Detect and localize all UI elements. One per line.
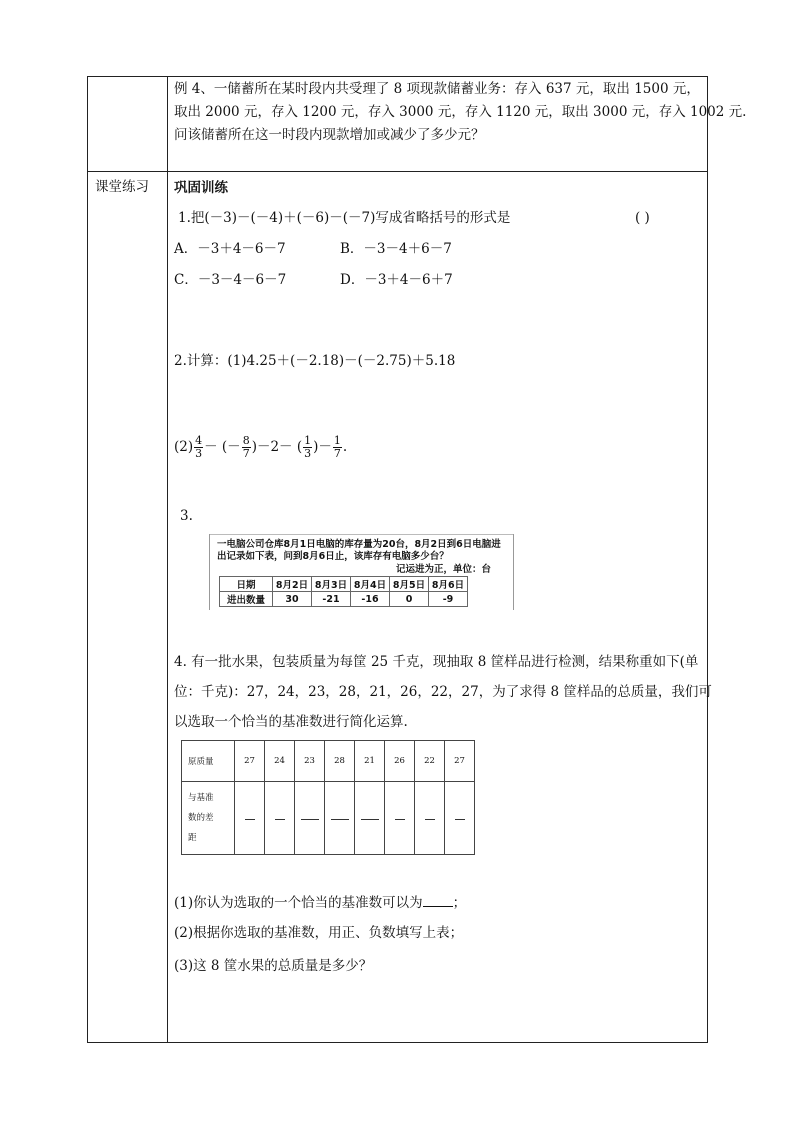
image-edge — [209, 534, 513, 535]
table-header-cell: 8月5日 — [390, 577, 429, 592]
fraction-1-7 — [333, 435, 342, 460]
table-row — [182, 741, 475, 782]
q1-option-c: C．－3－4－6－7 — [174, 272, 287, 288]
frac-den: 3 — [195, 447, 203, 460]
frac-num: 4 — [195, 434, 203, 447]
table-header-cell: 8月6日 — [429, 577, 468, 592]
table-header-cell: 原质量 — [182, 741, 235, 782]
q3-note: 记运进为正，单位：台 — [395, 564, 491, 575]
q1-option-a: A．－3＋4－6－7 — [174, 241, 286, 257]
example4-line3: 问该储蓄所在这一时段内现款增加或减少了多少元？ — [174, 127, 485, 143]
answer-blank-cell[interactable] — [265, 782, 295, 855]
q4-line2: 位：千克)：27，24，23，28，21，26，22，27，为了求得 8 筐样品的总质量，我们可 — [174, 684, 712, 700]
table-cell: 30 — [273, 592, 312, 607]
table-cell: 28 — [325, 741, 355, 782]
table-header-cell — [182, 782, 235, 855]
table-cell: 27 — [235, 741, 265, 782]
frac-den: 7 — [242, 447, 250, 460]
table-cell: 21 — [355, 741, 385, 782]
q3-text-line2: 出记录如下表，问到8月6日止，该库存有电脑多少台？ — [217, 551, 449, 562]
table-cell: 22 — [415, 741, 445, 782]
table-header-cell: 8月3日 — [312, 577, 351, 592]
q4-line1: 4. 有一批水果，包装质量为每筐 25 千克，现抽取 8 筐样品进行检测，结果称重如下(单 — [174, 654, 699, 670]
q2-end: . — [342, 439, 348, 455]
answer-blank[interactable] — [423, 894, 453, 907]
header-line: 距 — [188, 833, 197, 843]
frac-den: 7 — [333, 447, 341, 460]
q3-number: 3. — [180, 508, 193, 524]
q4-sub2: (2)根据你选取的基准数，用正、负数填写上表； — [174, 925, 464, 941]
q1-option-d: D．－3＋4－6＋7 — [340, 272, 453, 288]
table-cell: 24 — [265, 741, 295, 782]
fraction-4-3 — [194, 435, 203, 460]
column-divider — [167, 76, 168, 1043]
image-edge — [513, 534, 514, 610]
q2-part2-prefix: (2) — [174, 439, 194, 455]
section-label: 课堂练习 — [95, 179, 149, 195]
example4-line2: 取出 2000 元，存入 1200 元，存入 3000 元，存入 1120 元，取出 3000 元，存入 1002 元. — [174, 104, 747, 120]
q2-part1: 2.计算：(1)4.25＋(－2.18)－(－2.75)＋5.18 — [174, 353, 456, 369]
section-heading: 巩固训练 — [174, 180, 228, 196]
table-header-cell: 日期 — [220, 577, 273, 592]
header-line: 与基准 — [188, 793, 214, 803]
table-header-cell: 8月2日 — [273, 577, 312, 592]
answer-blank-cell[interactable] — [235, 782, 265, 855]
q4-sub1-text: (1)你认为选取的一个恰当的基准数可以为 — [174, 895, 423, 911]
q3-data-table — [219, 576, 468, 607]
answer-blank-cell[interactable] — [415, 782, 445, 855]
table-row — [182, 782, 475, 855]
frac-num: 1 — [333, 434, 341, 447]
q4-sub1 — [174, 892, 466, 914]
q2-part2 — [174, 432, 347, 462]
table-cell: 26 — [385, 741, 415, 782]
image-edge — [209, 534, 210, 610]
q2-op1: － (－ — [204, 439, 241, 455]
q4-fruit-table — [181, 740, 475, 855]
table-cell: 23 — [295, 741, 325, 782]
table-header-cell: 8月4日 — [351, 577, 390, 592]
frac-num: 8 — [242, 434, 250, 447]
answer-blank-cell[interactable] — [295, 782, 325, 855]
table-row — [220, 577, 468, 592]
table-cell: 27 — [445, 741, 475, 782]
fraction-8-7 — [242, 435, 251, 460]
q2-op2: )－2－ ( — [251, 439, 303, 455]
table-cell: -16 — [351, 592, 390, 607]
row-divider — [87, 171, 708, 172]
table-cell: -9 — [429, 592, 468, 607]
answer-blank-cell[interactable] — [385, 782, 415, 855]
table-cell: 0 — [390, 592, 429, 607]
fraction-1-3 — [303, 435, 312, 460]
table-cell: 进出数量 — [220, 592, 273, 607]
frac-den: 3 — [304, 447, 312, 460]
q1-stem: 1.把(－3)－(－4)＋(－6)－(－7)写成省略括号的形式是 — [178, 210, 511, 226]
answer-blank-cell[interactable] — [325, 782, 355, 855]
frac-num: 1 — [304, 434, 312, 447]
header-line: 数的差 — [188, 813, 214, 823]
q1-answer-paren: ( ) — [635, 210, 650, 226]
table-cell: -21 — [312, 592, 351, 607]
q3-text-line1: 一电脑公司仓库8月1日电脑的库存量为20台，8月2日到6日电脑进 — [217, 539, 501, 550]
q3-embedded-image — [203, 532, 515, 612]
answer-blank-cell[interactable] — [355, 782, 385, 855]
q4-sub3: (3)这 8 筐水果的总质量是多少？ — [174, 958, 373, 974]
answer-blank-cell[interactable] — [445, 782, 475, 855]
q4-line3: 以选取一个恰当的基准数进行简化运算. — [174, 714, 408, 730]
table-row — [220, 592, 468, 607]
example4-line1: 例 4、一储蓄所在某时段内共受理了 8 项现款储蓄业务：存入 637 元，取出 1500 元， — [174, 81, 700, 97]
q1-option-b: B．－3－4＋6－7 — [340, 241, 452, 257]
q2-op3: )－ — [313, 439, 332, 455]
q4-sub1-end: ； — [452, 895, 467, 911]
